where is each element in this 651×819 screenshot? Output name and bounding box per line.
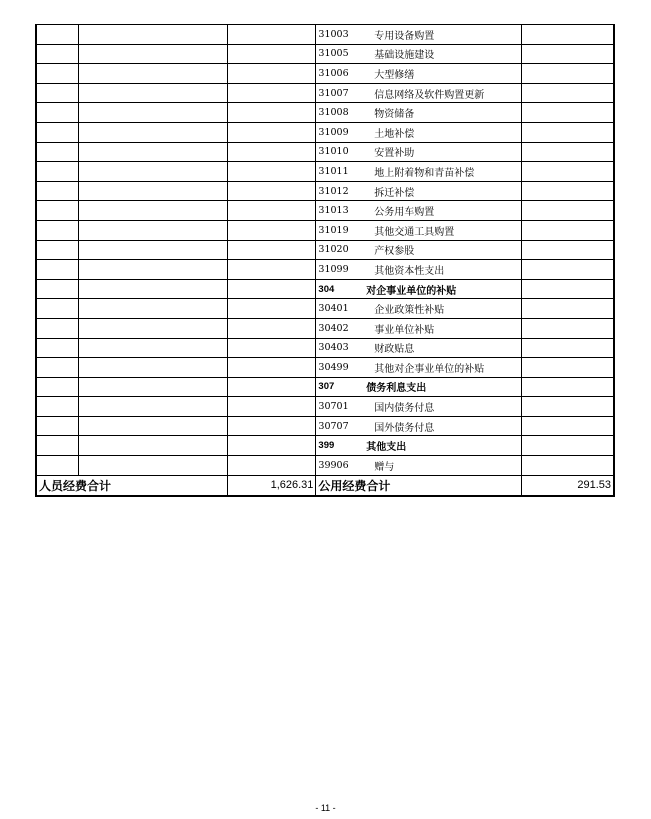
empty-cell	[78, 456, 227, 476]
item-code: 304	[316, 279, 364, 299]
item-name: 国外债务付息	[364, 416, 521, 436]
empty-cell	[521, 397, 614, 417]
item-name: 事业单位补贴	[364, 318, 521, 338]
table-row	[36, 436, 614, 456]
table-row	[36, 260, 614, 280]
empty-cell	[78, 377, 227, 397]
item-code: 39906	[316, 456, 364, 476]
item-code: 399	[316, 436, 364, 456]
empty-cell	[521, 25, 614, 45]
empty-cell	[227, 377, 316, 397]
empty-cell	[36, 64, 78, 84]
empty-cell	[36, 25, 78, 45]
item-code: 30701	[316, 397, 364, 417]
empty-cell	[227, 64, 316, 84]
empty-cell	[521, 377, 614, 397]
table-row	[36, 456, 614, 476]
empty-cell	[78, 25, 227, 45]
empty-cell	[521, 103, 614, 123]
empty-cell	[78, 397, 227, 417]
empty-cell	[36, 279, 78, 299]
expense-table	[35, 24, 615, 497]
item-name: 基础设施建设	[364, 44, 521, 64]
empty-cell	[36, 436, 78, 456]
empty-cell	[521, 44, 614, 64]
empty-cell	[521, 240, 614, 260]
item-code: 30707	[316, 416, 364, 436]
empty-cell	[78, 338, 227, 358]
empty-cell	[78, 358, 227, 378]
item-code: 31012	[316, 181, 364, 201]
empty-cell	[227, 338, 316, 358]
empty-cell	[78, 240, 227, 260]
empty-cell	[227, 456, 316, 476]
item-code: 31005	[316, 44, 364, 64]
item-code: 31006	[316, 64, 364, 84]
item-code: 31011	[316, 162, 364, 182]
empty-cell	[36, 377, 78, 397]
empty-cell	[521, 358, 614, 378]
item-name: 企业政策性补贴	[364, 299, 521, 319]
empty-cell	[521, 162, 614, 182]
empty-cell	[36, 338, 78, 358]
empty-cell	[36, 103, 78, 123]
empty-cell	[521, 181, 614, 201]
item-code: 31003	[316, 25, 364, 45]
item-name: 赠与	[364, 456, 521, 476]
table-row	[36, 64, 614, 84]
empty-cell	[521, 83, 614, 103]
item-code: 31020	[316, 240, 364, 260]
table-row	[36, 25, 614, 45]
empty-cell	[78, 220, 227, 240]
empty-cell	[521, 318, 614, 338]
item-name: 拆迁补偿	[364, 181, 521, 201]
empty-cell	[36, 456, 78, 476]
empty-cell	[521, 456, 614, 476]
empty-cell	[78, 318, 227, 338]
table-row	[36, 44, 614, 64]
empty-cell	[227, 122, 316, 142]
empty-cell	[227, 436, 316, 456]
empty-cell	[78, 416, 227, 436]
table-row	[36, 220, 614, 240]
empty-cell	[521, 220, 614, 240]
empty-cell	[521, 122, 614, 142]
table-row	[36, 122, 614, 142]
empty-cell	[521, 64, 614, 84]
empty-cell	[78, 83, 227, 103]
empty-cell	[78, 64, 227, 84]
empty-cell	[36, 201, 78, 221]
table-row	[36, 279, 614, 299]
empty-cell	[36, 181, 78, 201]
item-code: 30401	[316, 299, 364, 319]
empty-cell	[227, 220, 316, 240]
empty-cell	[36, 83, 78, 103]
empty-cell	[521, 338, 614, 358]
empty-cell	[521, 142, 614, 162]
item-name: 其他对企事业单位的补贴	[364, 358, 521, 378]
item-name: 其他资本性支出	[364, 260, 521, 280]
expense-table-body	[36, 25, 614, 496]
table-row	[36, 299, 614, 319]
table-row	[36, 318, 614, 338]
empty-cell	[78, 436, 227, 456]
empty-cell	[521, 260, 614, 280]
item-name: 其他支出	[364, 436, 521, 456]
empty-cell	[78, 201, 227, 221]
empty-cell	[36, 397, 78, 417]
empty-cell	[78, 44, 227, 64]
table-row	[36, 103, 614, 123]
empty-cell	[78, 103, 227, 123]
empty-cell	[36, 358, 78, 378]
empty-cell	[227, 240, 316, 260]
empty-cell	[78, 142, 227, 162]
item-name: 安置补助	[364, 142, 521, 162]
item-name: 土地补偿	[364, 122, 521, 142]
empty-cell	[227, 181, 316, 201]
item-code: 30499	[316, 358, 364, 378]
table-row	[36, 162, 614, 182]
empty-cell	[36, 299, 78, 319]
public-total-value: 291.53	[521, 475, 614, 496]
empty-cell	[36, 318, 78, 338]
empty-cell	[227, 260, 316, 280]
public-total-label: 公用经费合计	[316, 475, 521, 496]
personnel-total-value: 1,626.31	[227, 475, 316, 496]
empty-cell	[36, 260, 78, 280]
item-name: 专用设备购置	[364, 25, 521, 45]
empty-cell	[521, 436, 614, 456]
empty-cell	[227, 299, 316, 319]
empty-cell	[36, 142, 78, 162]
empty-cell	[36, 416, 78, 436]
empty-cell	[78, 122, 227, 142]
empty-cell	[78, 299, 227, 319]
table-row	[36, 397, 614, 417]
empty-cell	[78, 279, 227, 299]
item-code: 31010	[316, 142, 364, 162]
empty-cell	[227, 103, 316, 123]
table-row	[36, 416, 614, 436]
item-name: 地上附着物和青苗补偿	[364, 162, 521, 182]
empty-cell	[36, 220, 78, 240]
empty-cell	[227, 142, 316, 162]
empty-cell	[227, 25, 316, 45]
item-name: 产权参股	[364, 240, 521, 260]
item-code: 31019	[316, 220, 364, 240]
empty-cell	[78, 162, 227, 182]
empty-cell	[36, 240, 78, 260]
table-row	[36, 201, 614, 221]
empty-cell	[227, 358, 316, 378]
empty-cell	[227, 201, 316, 221]
empty-cell	[36, 162, 78, 182]
item-name: 债务利息支出	[364, 377, 521, 397]
item-code: 31099	[316, 260, 364, 280]
item-name: 财政贴息	[364, 338, 521, 358]
item-name: 对企事业单位的补贴	[364, 279, 521, 299]
item-code: 31009	[316, 122, 364, 142]
table-row	[36, 83, 614, 103]
table-row	[36, 240, 614, 260]
item-name: 物资储备	[364, 103, 521, 123]
table-row	[36, 338, 614, 358]
item-code: 30403	[316, 338, 364, 358]
item-code: 31007	[316, 83, 364, 103]
empty-cell	[521, 201, 614, 221]
table-row	[36, 181, 614, 201]
empty-cell	[227, 318, 316, 338]
empty-cell	[521, 279, 614, 299]
totals-row	[36, 475, 614, 496]
personnel-total-label: 人员经费合计	[36, 475, 227, 496]
empty-cell	[521, 416, 614, 436]
item-code: 31008	[316, 103, 364, 123]
table-row	[36, 377, 614, 397]
empty-cell	[36, 122, 78, 142]
empty-cell	[227, 397, 316, 417]
empty-cell	[227, 416, 316, 436]
table-row	[36, 142, 614, 162]
item-name: 信息网络及软件购置更新	[364, 83, 521, 103]
item-name: 其他交通工具购置	[364, 220, 521, 240]
empty-cell	[227, 279, 316, 299]
item-code: 31013	[316, 201, 364, 221]
item-name: 公务用车购置	[364, 201, 521, 221]
item-code: 30402	[316, 318, 364, 338]
item-name: 国内债务付息	[364, 397, 521, 417]
empty-cell	[78, 181, 227, 201]
empty-cell	[36, 44, 78, 64]
empty-cell	[78, 260, 227, 280]
page-number: - 11 -	[315, 803, 336, 813]
empty-cell	[521, 299, 614, 319]
expense-table-sheet	[35, 24, 615, 497]
item-code: 307	[316, 377, 364, 397]
table-row	[36, 358, 614, 378]
empty-cell	[227, 83, 316, 103]
item-name: 大型修缮	[364, 64, 521, 84]
empty-cell	[227, 162, 316, 182]
empty-cell	[227, 44, 316, 64]
